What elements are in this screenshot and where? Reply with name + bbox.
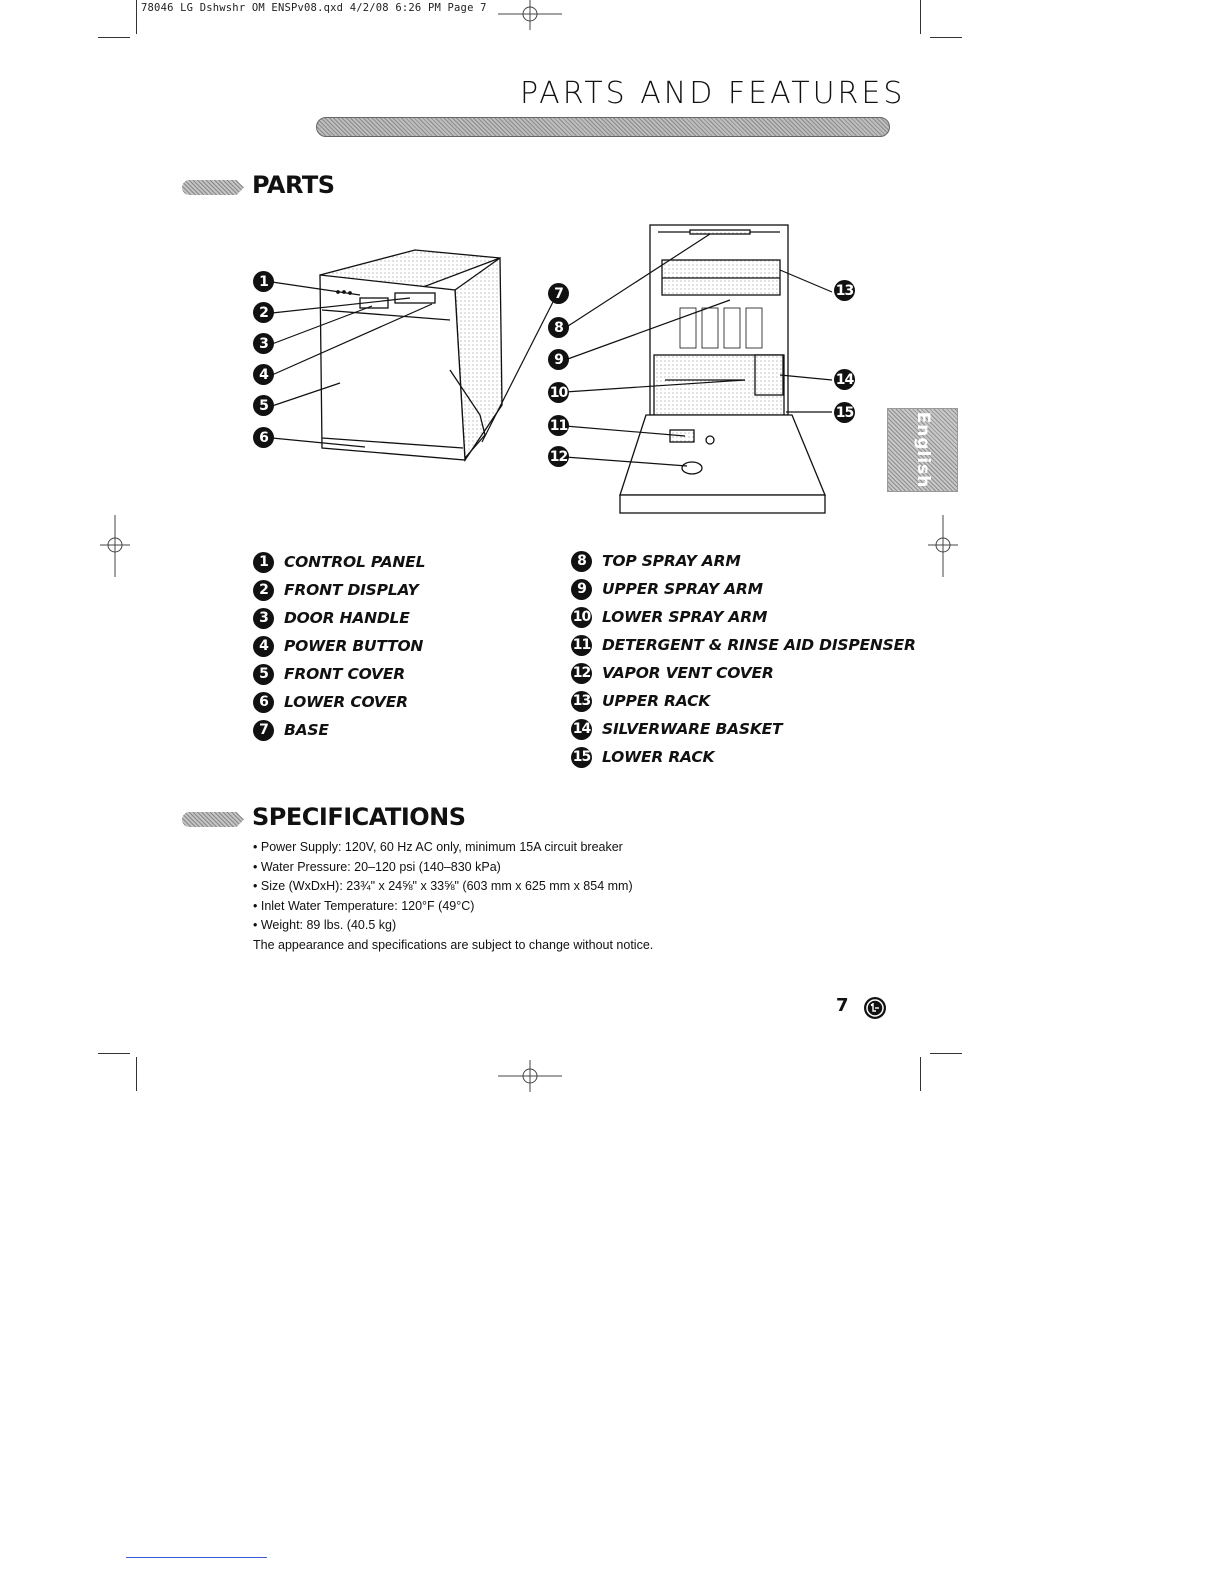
list-item bbox=[253, 548, 425, 576]
callout-badge: 4 bbox=[253, 364, 274, 385]
list-item bbox=[571, 631, 916, 659]
part-number: 2 bbox=[253, 580, 274, 601]
part-number: 6 bbox=[253, 692, 274, 713]
list-item bbox=[571, 659, 916, 687]
part-number: 13 bbox=[571, 691, 592, 712]
part-label: DETERGENT & RINSE AID DISPENSER bbox=[602, 636, 916, 654]
list-item bbox=[253, 716, 425, 744]
callout-badge: 6 bbox=[253, 427, 274, 448]
callout-badge: 10 bbox=[548, 382, 569, 403]
callout-badge: 2 bbox=[253, 302, 274, 323]
specifications-heading: SPECIFICATIONS bbox=[252, 803, 466, 831]
part-number: 9 bbox=[571, 579, 592, 600]
title-bar bbox=[316, 117, 890, 137]
part-number: 15 bbox=[571, 747, 592, 768]
list-item: • Power Supply: 120V, 60 Hz AC only, minimum 15A circuit breaker bbox=[253, 838, 903, 858]
part-number: 12 bbox=[571, 663, 592, 684]
part-label: POWER BUTTON bbox=[284, 637, 424, 655]
page-title: PARTS AND FEATURES bbox=[520, 76, 906, 111]
part-label: BASE bbox=[284, 721, 329, 739]
part-number: 8 bbox=[571, 551, 592, 572]
callout-badge: 11 bbox=[548, 415, 569, 436]
language-tab-label: English bbox=[912, 411, 933, 489]
section-pill-icon bbox=[182, 812, 244, 827]
list-item bbox=[253, 688, 425, 716]
callout-badge: 14 bbox=[834, 369, 855, 390]
callout-badge: 7 bbox=[548, 283, 569, 304]
list-item: • Size (WxDxH): 23¾" x 24⅝" x 33⅝" (603 mm x 625 mm x 854 mm) bbox=[253, 877, 903, 897]
callout-badge: 12 bbox=[548, 446, 569, 467]
part-number: 14 bbox=[571, 719, 592, 740]
list-item bbox=[253, 632, 425, 660]
list-item bbox=[253, 604, 425, 632]
part-label: FRONT COVER bbox=[284, 665, 405, 683]
part-label: VAPOR VENT COVER bbox=[602, 664, 774, 682]
callout-badge: 1 bbox=[253, 271, 274, 292]
part-number: 7 bbox=[253, 720, 274, 741]
language-tab bbox=[887, 408, 958, 492]
part-number: 10 bbox=[571, 607, 592, 628]
parts-list-right bbox=[571, 547, 916, 771]
part-label: TOP SPRAY ARM bbox=[602, 552, 741, 570]
list-item: • Inlet Water Temperature: 120°F (49°C) bbox=[253, 897, 903, 917]
callout-badge: 9 bbox=[548, 349, 569, 370]
dishwasher-illustration bbox=[240, 220, 880, 520]
lg-logo-icon bbox=[864, 997, 886, 1019]
part-number: 3 bbox=[253, 608, 274, 629]
part-label: LOWER SPRAY ARM bbox=[602, 608, 768, 626]
part-number: 5 bbox=[253, 664, 274, 685]
list-item bbox=[571, 575, 916, 603]
callout-badge: 8 bbox=[548, 317, 569, 338]
part-label: LOWER COVER bbox=[284, 693, 408, 711]
list-item: • Water Pressure: 20–120 psi (140–830 kPa) bbox=[253, 858, 903, 878]
callout-badge: 13 bbox=[834, 280, 855, 301]
part-label: LOWER RACK bbox=[602, 748, 715, 766]
part-label: DOOR HANDLE bbox=[284, 609, 410, 627]
list-item bbox=[571, 687, 916, 715]
part-number: 1 bbox=[253, 552, 274, 573]
bottom-rule bbox=[126, 1557, 267, 1558]
callout-badge: 15 bbox=[834, 402, 855, 423]
list-item bbox=[253, 576, 425, 604]
part-number: 11 bbox=[571, 635, 592, 656]
specifications-block bbox=[253, 838, 903, 955]
page-number: 7 bbox=[836, 995, 849, 1016]
part-label: SILVERWARE BASKET bbox=[602, 720, 783, 738]
list-item bbox=[571, 743, 916, 771]
part-label: CONTROL PANEL bbox=[284, 553, 426, 571]
part-label: UPPER SPRAY ARM bbox=[602, 580, 763, 598]
part-label: FRONT DISPLAY bbox=[284, 581, 419, 599]
list-item bbox=[571, 603, 916, 631]
dishwasher-exterior bbox=[320, 250, 502, 460]
list-item: • Weight: 89 lbs. (40.5 kg) bbox=[253, 916, 903, 936]
parts-list-left bbox=[253, 548, 425, 744]
part-label: UPPER RACK bbox=[602, 692, 711, 710]
part-number: 4 bbox=[253, 636, 274, 657]
section-pill-icon bbox=[182, 180, 244, 195]
specifications-list bbox=[253, 838, 903, 936]
list-item bbox=[571, 547, 916, 575]
list-item bbox=[571, 715, 916, 743]
dishwasher-interior bbox=[620, 225, 825, 513]
specifications-note: The appearance and specifications are subject to change without notice. bbox=[253, 937, 654, 952]
callout-badge: 5 bbox=[253, 395, 274, 416]
callout-badge: 3 bbox=[253, 333, 274, 354]
list-item bbox=[253, 660, 425, 688]
print-slug: 78046 LG Dshwshr OM ENSPv08.qxd 4/2/08 6:26 PM Page 7 bbox=[141, 2, 487, 14]
parts-heading: PARTS bbox=[252, 171, 335, 199]
